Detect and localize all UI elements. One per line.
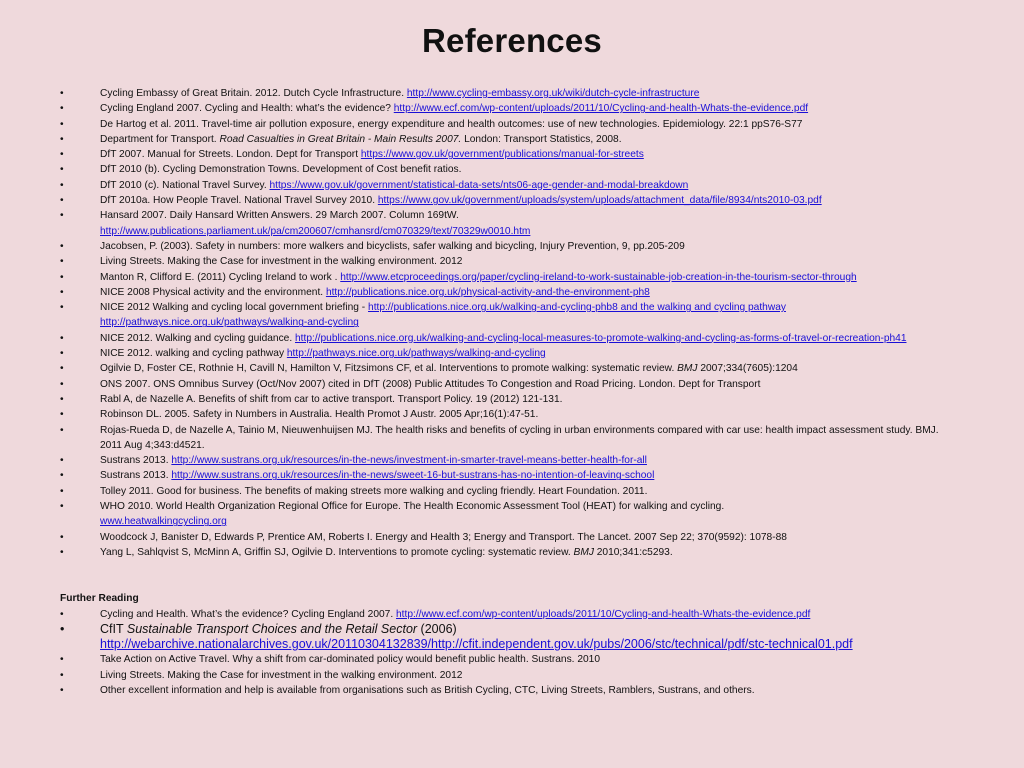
reference-item (60, 468, 960, 483)
reference-text: DfT 2010 (c). National Travel Survey. (100, 179, 270, 191)
further-reading-list (60, 607, 960, 699)
reference-link[interactable]: www.heatwalkingcycling.org (100, 516, 227, 528)
reference-link[interactable]: http://pathways.nice.org.uk/pathways/walking-and-cycling (286, 348, 546, 360)
reference-text: DfT 2010a. How People Travel. National Travel Survey 2010. (100, 195, 378, 207)
reference-text: DfT 2007. Manual for Streets. London. Dept for Transport (100, 149, 361, 161)
reference-item (60, 193, 960, 208)
reference-text: Manton R, Clifford E. (2011) Cycling Ireland to work . (100, 271, 341, 283)
further-reading-item (60, 622, 960, 653)
reference-text: Department for Transport. (100, 133, 220, 145)
reference-text-cont: 2007;334(7605):1204 (697, 363, 798, 375)
reference-text: DfT 2010 (b). Cycling Demonstration Towns. Development of Cost benefit ratios. (100, 164, 462, 176)
reference-link[interactable]: http://www.etcproceedings.org/paper/cycling-ireland-to-work-sustainable-job-creation-in-the-tourism-sector-through (340, 271, 857, 283)
reference-item (60, 147, 960, 162)
further-reading-item (60, 668, 960, 683)
reference-text: Cycling England 2007. Cycling and Health: what’s the evidence? (100, 103, 394, 115)
reference-link[interactable]: http://www.sustrans.org.uk/resources/in-the-news/sweet-16-but-sustrans-has-no-intention-of-leaving-school (171, 470, 655, 482)
further-reading-item (60, 607, 960, 622)
reference-italic-title: Sustainable Transport Choices and the Retail Sector (126, 621, 418, 636)
reference-item (60, 499, 960, 530)
reference-text: NICE 2008 Physical activity and the environment. (100, 286, 326, 298)
reference-link[interactable]: http://www.sustrans.org.uk/resources/in-the-news/investment-in-smarter-travel-means-better-health-for-all (171, 455, 647, 467)
further-reading-heading: Further Reading (60, 593, 139, 605)
reference-text: De Hartog et al. 2011. Travel-time air pollution exposure, energy expenditure and health outcomes: use of new technologies. Epidemiology. 22:1 ppS76-S77 (100, 118, 803, 130)
reference-text: Ogilvie D, Foster CE, Rothnie H, Cavill N, Hamilton V, Fitzsimons CF, et al. Interventions to promote walking: systematic review. (100, 363, 678, 375)
reference-text: ONS 2007. ONS Omnibus Survey (Oct/Nov 2007) cited in DfT (2008) Public Attitudes To Congestion and Road Pricing. London. Dept for Transport (100, 378, 761, 390)
reference-item (60, 453, 960, 468)
reference-item (60, 254, 960, 269)
reference-item (60, 208, 960, 239)
reference-text-cont: 2010;341:c5293. (593, 546, 673, 558)
reference-link[interactable]: http://publications.nice.org.uk/walking-and-cycling-local-measures-to-promote-walking-and-cycling-as-forms-of-travel-or-recreation-ph41 (295, 332, 907, 344)
reference-italic-title: BMJ (677, 363, 698, 375)
reference-link[interactable]: http://webarchive.nationalarchives.gov.uk/20110304132839/http://cfit.independent.gov.uk/pubs/2006/stc/technical/pdf/stc-technical01.pdf (100, 637, 853, 652)
reference-link[interactable]: http://www.cycling-embassy.org.uk/wiki/dutch-cycle-infrastructure (406, 88, 700, 99)
reference-text: Living Streets. Making the Case for investment in the walking environment. 2012 (100, 669, 463, 681)
reference-text: CfIT (100, 621, 127, 636)
reference-item (60, 117, 960, 132)
reference-item (60, 300, 960, 331)
reference-text: Tolley 2011. Good for business. The benefits of making streets more walking and cycling friendly. Heart Foundation. 2011. (100, 485, 648, 497)
reference-item (60, 530, 960, 545)
reference-item (60, 331, 960, 346)
reference-text: Sustrans 2013. (100, 455, 172, 467)
section-gap (60, 560, 960, 591)
reference-text: Other excellent information and help is available from organisations such as British Cycling, CTC, Living Streets, Ramblers, Sustrans, and others. (100, 684, 755, 696)
reference-item (60, 101, 960, 116)
reference-text: Jacobsen, P. (2003). Safety in numbers: more walkers and bicyclists, safer walking and bicycling, Injury Prevention, 9, pp.205-209 (100, 240, 685, 252)
reference-text-cont: (2006) (417, 621, 457, 636)
reference-list (60, 86, 960, 560)
reference-text: Woodcock J, Banister D, Edwards P, Prentice AM, Roberts I. Energy and Health 3; Energy and Transport. The Lancet. 2007 Sep 22; 370(9592): 1078-88 (100, 531, 787, 543)
further-reading-item (60, 652, 960, 667)
reference-item (60, 178, 960, 193)
reference-text: WHO 2010. World Health Organization Regional Office for Europe. The Health Economic Assessment Tool (HEAT) for walking and cycling. (100, 501, 725, 513)
reference-text: NICE 2012. Walking and cycling guidance. (100, 332, 295, 344)
page-title: References (422, 22, 602, 59)
reference-item (60, 86, 960, 101)
reference-text: Cycling and Health. What’s the evidence? Cycling England 2007. (100, 608, 396, 620)
reference-link[interactable]: https://www.gov.uk/government/uploads/system/uploads/attachment_data/file/8934/nts2010-03.pdf (377, 195, 822, 207)
reference-text: Sustrans 2013. (100, 470, 172, 482)
reference-text: Robinson DL. 2005. Safety in Numbers in Australia. Health Promot J Austr. 2005 Apr;16(1):47-51. (100, 409, 539, 421)
reference-item (60, 392, 960, 407)
reference-text: Living Streets. Making the Case for investment in the walking environment. 2012 (100, 256, 463, 268)
reference-item (60, 377, 960, 392)
reference-text: Hansard 2007. Daily Hansard Written Answers. 29 March 2007. Column 169tW. (100, 210, 459, 222)
reference-link[interactable]: http://www.ecf.com/wp-content/uploads/2011/10/Cycling-and-health-Whats-the-evidence.pdf (396, 608, 811, 620)
reference-item (60, 407, 960, 422)
reference-text: Rabl A, de Nazelle A. Benefits of shift from car to active transport. Transport Policy. 19 (2012) 121-131. (100, 393, 563, 405)
reference-link[interactable]: http://www.ecf.com/wp-content/uploads/2011/10/Cycling-and-health-Whats-the-evidence.pdf (393, 103, 809, 115)
reference-text-cont: London: Transport Statistics, 2008. (461, 133, 622, 145)
reference-link[interactable]: http://www.publications.parliament.uk/pa/cm200607/cmhansrd/cm070329/text/70329w0010.htm (100, 225, 531, 237)
reference-link[interactable]: http://publications.nice.org.uk/walking-and-cycling-phb8 and the walking and cycling pathway http://pathways.nice.org.uk/pathways/walking-and-cycling (100, 302, 786, 329)
reference-item (60, 423, 960, 454)
reference-item (60, 239, 960, 254)
further-reading-item (60, 683, 960, 698)
reference-item (60, 545, 960, 560)
reference-italic-title: BMJ (573, 546, 594, 558)
reference-item (60, 285, 960, 300)
reference-italic-title: Road Casualties in Great Britain - Main Results 2007. (219, 133, 462, 145)
reference-text: Cycling Embassy of Great Britain. 2012. Dutch Cycle Infrastructure. (100, 88, 407, 99)
reference-item (60, 270, 960, 285)
reference-text: NICE 2012. walking and cycling pathway (100, 348, 287, 360)
reference-link[interactable]: http://publications.nice.org.uk/physical-activity-and-the-environment-ph8 (325, 286, 650, 298)
reference-link[interactable]: https://www.gov.uk/government/publications/manual-for-streets (360, 149, 644, 161)
reference-item (60, 361, 960, 376)
reference-item (60, 484, 960, 499)
reference-text: Yang L, Sahlqvist S, McMinn A, Griffin SJ, Ogilvie D. Interventions to promote cycling: systematic review. (100, 546, 574, 558)
reference-item (60, 132, 960, 147)
references-section (60, 86, 960, 698)
reference-item (60, 346, 960, 361)
reference-text: Rojas-Rueda D, de Nazelle A, Tainio M, Nieuwenhuijsen MJ. The health risks and benefits of cycling in urban environments compared with car use: health impact assessment study. BMJ. 2011 Aug 4;343:d4521. (100, 424, 939, 451)
reference-text: NICE 2012 Walking and cycling local government briefing - (100, 302, 369, 314)
reference-link[interactable]: https://www.gov.uk/government/statistical-data-sets/nts06-age-gender-and-modal-breakdown (269, 179, 689, 191)
reference-item (60, 162, 960, 177)
reference-text: Take Action on Active Travel. Why a shift from car-dominated policy would benefit public health. Sustrans. 2010 (100, 654, 601, 666)
